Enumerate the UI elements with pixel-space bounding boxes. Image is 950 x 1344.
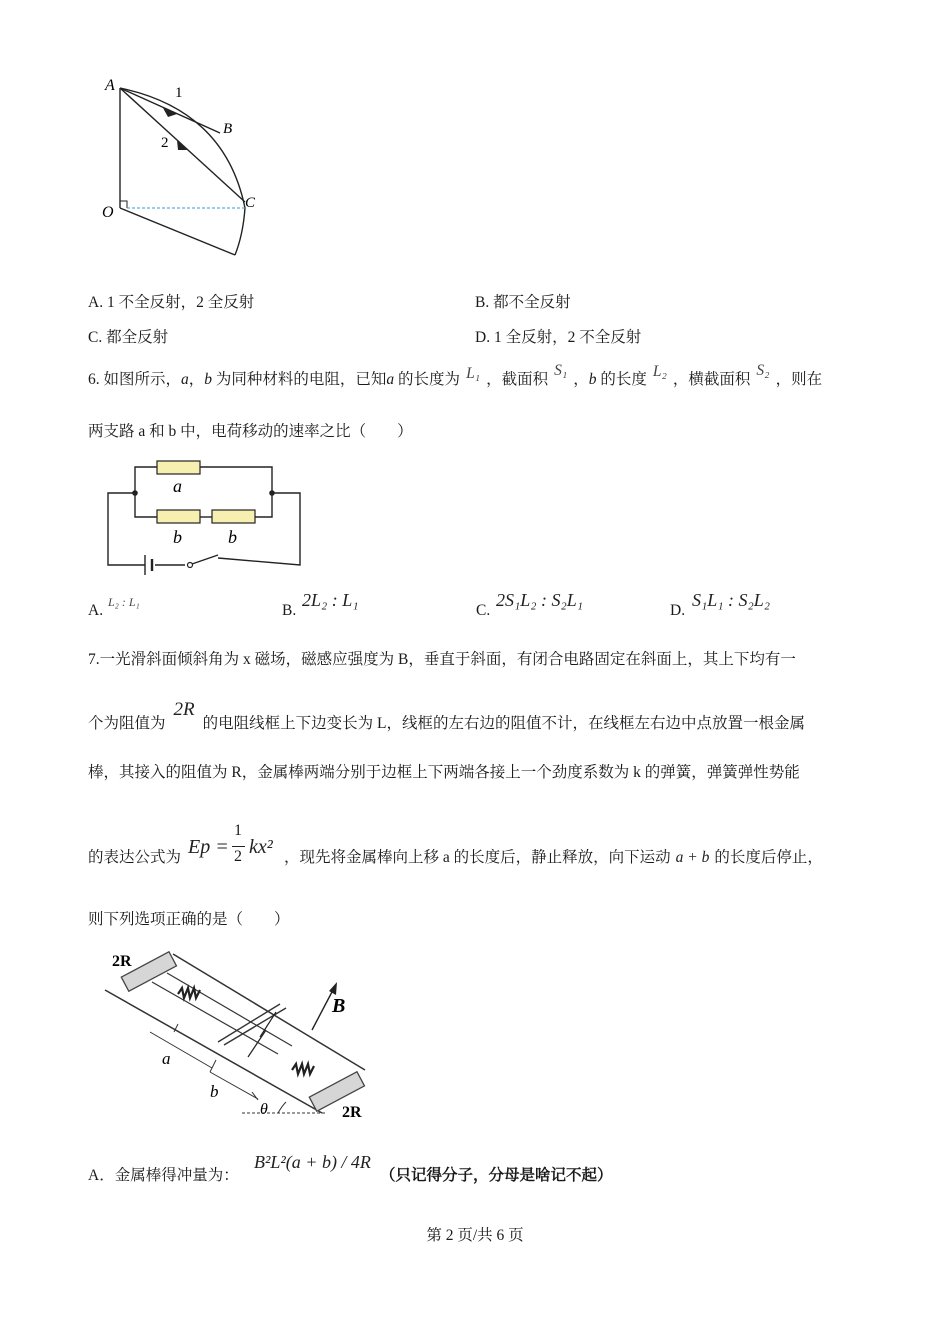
q6-option-c-expr: 2S₁L₂ : S₂L₁	[496, 590, 584, 610]
dim-a	[150, 1032, 212, 1068]
spring-top	[178, 988, 200, 998]
q5-figure	[95, 70, 275, 265]
label-C: C	[245, 195, 256, 211]
q6-option-a-expr: L₂ : L₁	[108, 595, 140, 609]
label-A: A	[105, 77, 115, 94]
q5-option-c: C. 都全反射	[88, 329, 169, 346]
right-angle-mark	[120, 201, 127, 208]
q7-stem-line3: 棒，其接入的阻值为 R，金属棒两端分别于边框上下两端各接上一个劲度系数为 k 的弹簧，弹簧弹性势能	[88, 764, 800, 781]
label-2R-top: 2R	[112, 953, 132, 970]
q7-stem-line4-mid: ，现先将金属棒向上移 a 的长度后，静止释放，向下运动 a + b 的长度后停止，	[284, 849, 823, 866]
label-b1: b	[173, 527, 182, 547]
q6-option-b-expr: 2L₂ : L₁	[302, 590, 359, 610]
label-1: 1	[175, 85, 183, 101]
q5-option-d: D. 1 全反射，2 不全反射	[475, 329, 642, 346]
label-B: B	[223, 121, 233, 137]
q6-circuit-figure	[100, 455, 310, 575]
label-a: a	[162, 1049, 171, 1068]
resistor-a	[157, 461, 200, 474]
switch-contact	[188, 563, 193, 568]
arc	[120, 88, 245, 255]
ray-1	[120, 88, 220, 133]
metal-bar	[218, 1004, 280, 1042]
spring-bottom	[292, 1064, 314, 1074]
q6-option-d-label: D.	[670, 602, 686, 619]
node-left	[132, 490, 138, 496]
q7-option-a-expr: B²L²(a + b) / 4R	[254, 1152, 371, 1172]
q7-formula: Ep = 1 2 kx²	[188, 822, 273, 865]
q6-option-d-expr: S₁L₁ : S₂L₂	[692, 590, 771, 610]
line-O-bottom	[120, 208, 235, 255]
b-field-arrow	[312, 990, 333, 1030]
switch-lever	[192, 555, 218, 564]
q7-stem-line4-pre: 的表达公式为	[88, 849, 182, 866]
q5-option-b: B. 都不全反射	[475, 294, 571, 311]
q6-stem-line1: 6. 如图所示，a，b 为同种材料的电阻，已知a 的长度为 L₁ ，截面积S₁，b 的长度 L₂ ，横截面积S₂，则在	[88, 362, 823, 388]
label-2R-bottom: 2R	[342, 1104, 362, 1121]
ray-2	[120, 88, 245, 202]
q7-stem-line5: 则下列选项正确的是（ ）	[88, 911, 290, 928]
label-2: 2	[161, 135, 169, 151]
label-O: O	[102, 204, 114, 221]
angle-arc	[278, 1102, 286, 1113]
label-a: a	[173, 476, 182, 496]
q7-incline-figure	[100, 942, 390, 1122]
q6-stem-line2: 两支路 a 和 b 中，电荷移动的速率之比（ ）	[88, 423, 413, 440]
label-b2: b	[228, 527, 237, 547]
arrow-2-icon	[177, 140, 187, 150]
label-b: b	[210, 1082, 219, 1101]
label-theta: θ	[260, 1101, 268, 1118]
q7-stem-line1: 7.一光滑斜面倾斜角为 x 磁场，磁感应强度为 B，垂直于斜面，有闭合电路固定在斜面上，其上下均有一	[88, 651, 796, 668]
q6-option-c-label: C.	[476, 602, 491, 619]
q7-option-a-label: A．金属棒得冲量为：	[88, 1167, 239, 1184]
resistor-b1	[157, 510, 200, 523]
q7-stem-line2: 个为阻值为2R的电阻线框上下边变长为 L，线框的左右边的阻值不计，在线框左右边中点放置一根金属	[88, 699, 805, 732]
resistor-b2	[212, 510, 255, 523]
q6-option-b-label: B.	[282, 602, 297, 619]
page-footer: 第 2 页/共 6 页	[426, 1227, 524, 1244]
q6-option-a-label: A.	[88, 602, 104, 619]
q5-option-a: A. 1 不全反射，2 全反射	[88, 294, 255, 311]
label-B: B	[332, 995, 346, 1017]
b-arrow-head-icon	[329, 982, 337, 995]
node-right	[269, 490, 275, 496]
q7-option-a-note: （只记得分子，分母是啥记不起）	[380, 1167, 613, 1184]
